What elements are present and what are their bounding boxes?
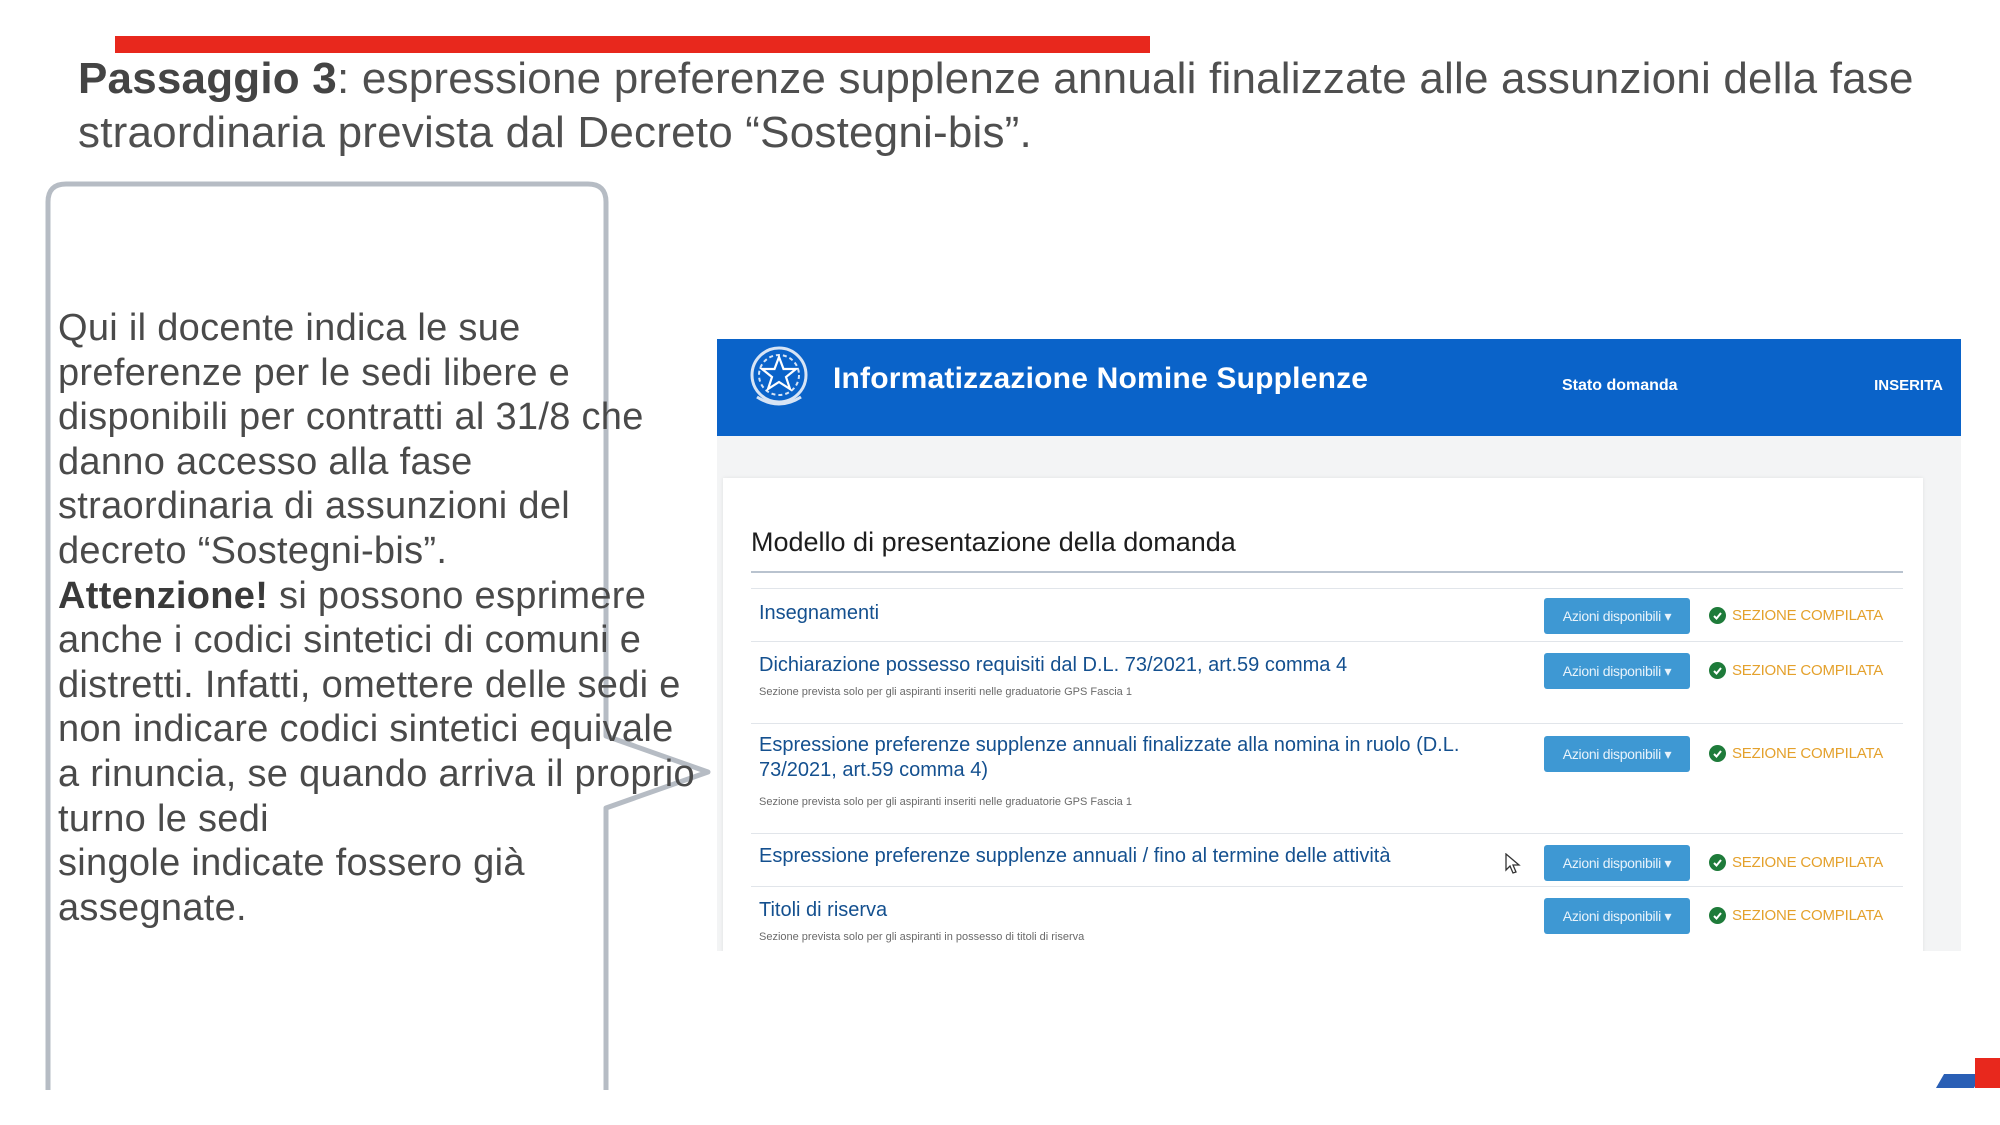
check-circle-icon (1709, 745, 1726, 762)
section-divider (751, 571, 1903, 573)
status-badge (1709, 854, 1883, 871)
table-row (751, 886, 1903, 951)
actions-dropdown-button[interactable]: Azioni disponibili ▾ (1544, 736, 1690, 772)
callout-text-1: Qui il docente indica le sue preferenze per le sedi libere e disponibili per contratti al 31/8 che danno accesso alla fase straordinaria di assunzioni del decreto “Sostegni-bis”. (58, 307, 644, 572)
actions-dropdown-button[interactable]: Azioni disponibili ▾ (1544, 898, 1690, 934)
app-screenshot (717, 339, 1961, 951)
table-row (751, 641, 1903, 724)
row-subtitle: Sezione prevista solo per gli aspiranti inseriti nelle graduatorie GPS Fascia 1 (759, 796, 1132, 808)
callout-attention: Attenzione! (58, 574, 269, 617)
app-header (717, 339, 1961, 436)
status-badge (1709, 907, 1883, 924)
mouse-cursor-icon (1505, 853, 1521, 875)
actions-dropdown-button[interactable]: Azioni disponibili ▾ (1544, 653, 1690, 689)
row-title-link[interactable]: Espressione preferenze supplenze annuali finalizzate alla nomina in ruolo (D.L. (759, 734, 1460, 756)
callout-text (58, 306, 698, 930)
status-text: SEZIONE COMPILATA (1732, 854, 1884, 871)
check-circle-icon (1709, 907, 1726, 924)
check-circle-icon (1709, 854, 1726, 871)
table-row (751, 833, 1903, 887)
status-label: Stato domanda (1562, 377, 1678, 394)
corner-logo-red-shape (1975, 1058, 2000, 1088)
status-text: SEZIONE COMPILATA (1732, 607, 1884, 624)
status-text: SEZIONE COMPILATA (1732, 907, 1884, 924)
slide-title-bold: Passaggio 3 (78, 54, 337, 103)
status-badge (1709, 607, 1883, 624)
table-row (751, 588, 1903, 642)
row-subtitle: Sezione prevista solo per gli aspiranti inseriti nelle graduatorie GPS Fascia 1 (759, 686, 1132, 698)
row-title-link[interactable]: Dichiarazione possesso requisiti dal D.L. 73/2021, art.59 comma 4 (759, 654, 1348, 676)
status-value: INSERITA (1874, 377, 1943, 394)
app-title: Informatizzazione Nomine Supplenze (833, 362, 1369, 395)
section-title: Modello di presentazione della domanda (751, 527, 1236, 557)
status-badge (1709, 745, 1883, 762)
actions-dropdown-button[interactable]: Azioni disponibili ▾ (1544, 598, 1690, 634)
application-card (723, 478, 1923, 951)
status-badge (1709, 662, 1883, 679)
callout-text-2: si possono esprimere anche i codici sintetici di comuni e distretti. Infatti, omettere delle sedi e non indicare codici sintetici equivale a rinuncia, se quando arriva il proprio turno le sedi (58, 574, 695, 840)
row-title-link-continued[interactable]: 73/2021, art.59 comma 4) (759, 759, 989, 781)
row-title-link[interactable]: Insegnamenti (759, 602, 880, 624)
table-row (751, 723, 1903, 834)
status-text: SEZIONE COMPILATA (1732, 662, 1884, 679)
row-title-link[interactable]: Espressione preferenze supplenze annuali / fino al termine delle attività (759, 845, 1391, 867)
row-subtitle: Sezione prevista solo per gli aspiranti in possesso di titoli di riserva (759, 931, 1085, 943)
check-circle-icon (1709, 607, 1726, 624)
status-text: SEZIONE COMPILATA (1732, 745, 1884, 762)
italian-republic-emblem-icon (745, 339, 813, 415)
row-title-link[interactable]: Titoli di riserva (759, 899, 888, 921)
callout-text-3: singole indicate fossero già assegnate. (58, 842, 525, 929)
slide-title-rest: : espressione preferenze supplenze annuali finalizzate alle assunzioni della fase straordinaria prevista dal Decreto “Sostegni-bis”. (78, 54, 1914, 157)
actions-dropdown-button[interactable]: Azioni disponibili ▾ (1544, 845, 1690, 881)
check-circle-icon (1709, 662, 1726, 679)
